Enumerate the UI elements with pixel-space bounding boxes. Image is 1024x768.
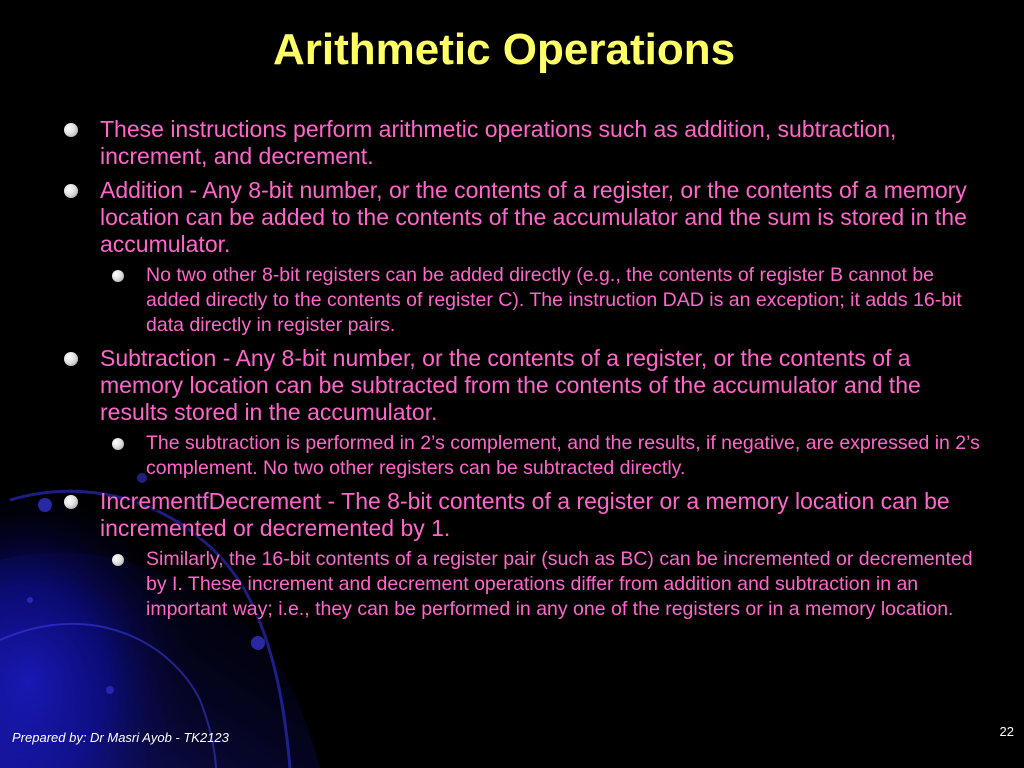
sub-bullet-item (108, 263, 992, 338)
bullet-dot-icon (112, 554, 124, 566)
bullet-dot-icon (64, 123, 78, 137)
slide-title: Arithmetic Operations (272, 25, 736, 74)
bullet-item (62, 177, 992, 258)
bullet-dot-icon (112, 270, 124, 282)
bullet-text: Subtraction - Any 8-bit number, or the contents of a register, or the contents of a memory location can be subtracted from the contents of the accumulator and the results stored in the accumulator. (100, 345, 921, 425)
page-number: 22 (999, 724, 1014, 739)
bullet-item (62, 488, 992, 542)
sub-bullet-text: The subtraction is performed in 2’s complement, and the results, if negative, are expressed in 2’s complement. No two other registers can be subtracted directly. (146, 432, 980, 479)
sub-bullet-item (108, 547, 992, 622)
blue-orb (27, 597, 33, 603)
bullet-dot-icon (64, 352, 78, 366)
bullet-dot-icon (64, 184, 78, 198)
blue-orb (251, 636, 265, 650)
bullet-text: Addition - Any 8-bit number, or the contents of a register, or the contents of a memory location can be added to the contents of the accumulator and the sum is stored in the accumulator. (100, 177, 967, 257)
bullet-text: IncrementfDecrement - The 8-bit contents of a register or a memory location can be incremented or decremented by 1. (100, 488, 950, 541)
bullet-item (62, 345, 992, 426)
sub-bullet-text: No two other 8-bit registers can be added directly (e.g., the contents of register B cannot be added directly to the contents of register C). The instruction DAD is an exception; it adds 16-bit data directly in register pairs. (146, 264, 962, 336)
blue-orb (106, 686, 114, 694)
bullet-text: These instructions perform arithmetic operations such as addition, subtraction, increment, and decrement. (100, 116, 897, 169)
bullet-list (62, 116, 992, 622)
sub-bullet-text: Similarly, the 16-bit contents of a register pair (such as BC) can be incremented or decremented by I. These increment and decrement operations differ from addition and subtraction in an important way; i.e., they can be performed in any one of the registers or in a memory location. (146, 548, 973, 620)
bullet-dot-icon (112, 438, 124, 450)
sub-bullet-item (108, 431, 992, 481)
bullet-dot-icon (64, 495, 78, 509)
bullet-item (62, 116, 992, 170)
blue-orb (38, 498, 52, 512)
footer-author: Prepared by: Dr Masri Ayob - TK2123 (12, 730, 229, 745)
